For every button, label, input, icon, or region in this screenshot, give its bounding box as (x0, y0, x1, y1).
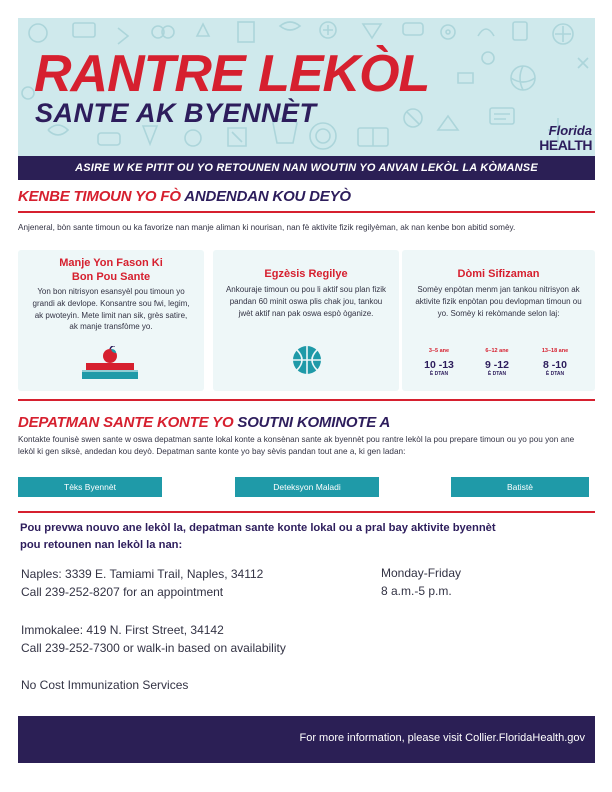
section3-heading (20, 520, 590, 554)
section1-heading-navy: ANDENDAN KOU DEYÒ (184, 188, 351, 205)
card-text: Ankouraje timoun ou pou li aktif sou plan fizik pandan 60 minit oswa plis chak jou, tankou jwèt aktif nan pak oswa espò òganize. (225, 285, 387, 318)
sleep-hours: 8 -10 (543, 359, 567, 371)
section2-heading-navy: SOUTNI KOMINOTE A (237, 414, 391, 431)
footer-info-link[interactable]: For more information, please visit Collier.FloridaHealth.gov (299, 732, 585, 744)
section1-divider (18, 211, 595, 213)
section1-heading (18, 188, 351, 205)
disease-screening-button[interactable]: Deteksyon Maladi (235, 477, 379, 497)
section3-heading-line1: Pou prevwa nouvo ane lekòl la, depatman sante konte lokal ou a pral bay aktivite byennèt (20, 522, 496, 534)
immokalee-phone: Call 239-252-7300 or walk-in based on availability (21, 641, 286, 655)
card-title (18, 256, 204, 284)
sleep-age: 3–5 ane (428, 348, 450, 354)
basketball-icon (291, 344, 323, 376)
sleep-group-6-12 (472, 348, 522, 377)
card-healthy-eating (18, 250, 204, 391)
office-days: Monday-Friday (381, 566, 462, 580)
naples-address: Naples: 3339 E. Tamiami Trail, Naples, 34112 (21, 567, 264, 581)
logo-line1: Florida (548, 123, 592, 138)
section2-intro: Kontakte founisè swen sante w oswa depatman sante lokal konte a konsènan sante ak byennèt pou rantre lekòl la pou prepare timoun ou yo pou yon ane lekòl ki gen siksè, andedan kou deyò. Depatman sante konte yo bay sèvis pandan tout ane a, ki gen ladan: (18, 435, 575, 456)
office-times: 8 a.m.-5 p.m. (381, 584, 452, 598)
section-divider (18, 399, 595, 401)
section-divider (18, 511, 595, 513)
card-enough-sleep (402, 250, 595, 391)
section1-intro: Anjeneral, bòn sante timoun ou ka favorize nan manje aliman ki nourisan, nan fè aktivite fizik regilyèman, ak nan kenbe bon abitid somèy. (18, 223, 516, 232)
card-title: Dòmi Sifizaman (457, 268, 540, 280)
section1-heading-red: KENBE TIMOUN YO FÒ (18, 188, 181, 205)
logo-line2: HEALTH (539, 137, 592, 153)
sleep-unit: È DTAN (487, 371, 507, 377)
section3-heading-line2: pou retounen nan lekòl la nan: (20, 539, 183, 551)
sleep-unit: È DTAN (545, 371, 565, 377)
section2-heading-red: DEPATMAN SANTE KONTE YO (18, 414, 234, 431)
wellness-checks-button[interactable]: Tèks Byennèt (18, 477, 162, 497)
card-text: Somèy enpòtan menm jan tankou nitrisyon ak aktivite fizik enpòtan pou devlopman timoun ou yo. Somèy ki rekòmande selon laj: (415, 285, 582, 318)
sleep-hours: 10 -13 (424, 359, 454, 371)
no-cost-immunization: No Cost Immunization Services (21, 678, 189, 692)
sleep-group-3-5 (414, 348, 464, 377)
header-banner (18, 18, 595, 156)
card-text: Yon bon nitrisyon esansyèl pou timoun yo grandi ak devlope. Konsantre sou fwi, legim, ak pwoteyin. Mete limit nan sik, grès satire, ak manje transfòme yo. (32, 287, 190, 332)
immokalee-address: Immokalee: 419 N. First Street, 34142 (21, 623, 224, 637)
tagline-banner: ASIRE W KE PITIT OU YO RETOUNEN NAN WOUTIN YO ANVAN LEKÒL LA KÒMANSE (18, 156, 595, 180)
main-title: RANTRE LEKÒL (34, 45, 430, 103)
apple-books-icon (80, 346, 140, 382)
card-title-line2: Bon Pou Sante (71, 271, 151, 283)
sleep-hours: 9 -12 (485, 359, 509, 371)
florida-health-logo (538, 124, 592, 152)
office-hours (381, 564, 461, 600)
card-title-line1: Manje Yon Fason Ki (59, 257, 163, 269)
section2-heading (18, 414, 390, 431)
sub-title: SANTE AK BYENNÈT (35, 98, 317, 128)
sleep-unit: È DTAN (429, 371, 449, 377)
birth-certificates-button[interactable]: Batistè (451, 477, 589, 497)
naples-phone: Call 239-252-8207 for an appointment (21, 585, 224, 599)
immokalee-location (21, 621, 286, 657)
sleep-group-13-18 (530, 348, 580, 377)
sleep-age: 13–18 ane (541, 348, 569, 354)
card-title: Egzèsis Regilye (264, 268, 348, 280)
footer (18, 716, 595, 763)
sleep-age: 6–12 ane (485, 348, 509, 354)
naples-location (21, 565, 263, 601)
card-regular-exercise (213, 250, 399, 391)
